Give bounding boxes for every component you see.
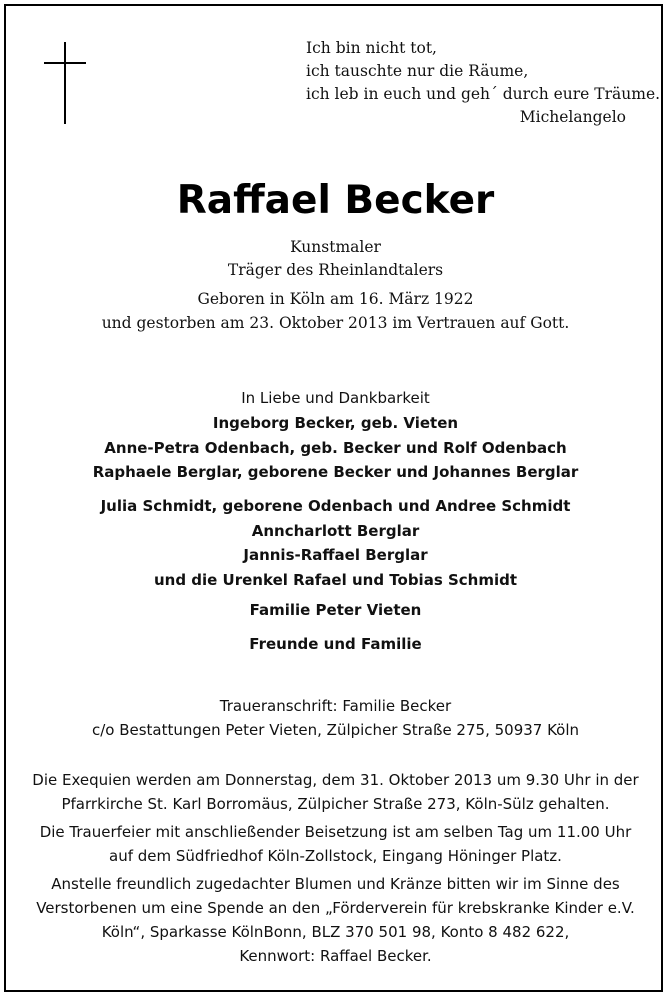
deceased-title: Kunstmaler [290,238,381,256]
death-line: und gestorben am 23. Oktober 2013 im Vertrauen auf Gott. [101,314,570,332]
notice-line: auf dem Südfriedhof Köln-Zollstock, Eingang Höninger Platz. [109,847,562,865]
poem-line: ich tauschte nur die Räume, [306,62,529,80]
deceased-titles [0,236,671,282]
life-dates [0,287,671,335]
cross-icon [44,42,88,124]
notice-line: Die Trauerfeier mit anschließender Beisetzung ist am selben Tag um 11.00 Uhr [39,823,632,841]
mourner-line: Jannis-Raffael Berglar [243,546,428,564]
notice-line: Anstelle freundlich zugedachter Blumen und Kränze bitten wir im Sinne des [51,875,620,893]
mourner-line: und die Urenkel Rafael und Tobias Schmidt [153,570,518,589]
mourning-address [0,694,671,742]
notice-line: Die Exequien werden am Donnerstag, dem 31. Oktober 2013 um 9.30 Uhr in der [32,771,639,789]
mourners-intro: In Liebe und Dankbarkeit [241,389,430,407]
mourner-line: Raphaele Berglar, geborene Becker und Johannes Berglar [92,463,579,481]
mourner-line: Ingeborg Becker, geb. Vieten [212,414,459,432]
notice-line: Kennwort: Raffael Becker. [239,947,432,965]
funeral-notice [0,768,671,972]
mourners-group-3: Familie Peter Vieten [249,601,422,619]
mourner-line: Anne-Petra Odenbach, geb. Becker und Rolf Odenbach [104,438,567,457]
deceased-name: Raffael Becker [176,178,495,223]
poem-line: ich leb in euch und geh´ durch eure Träume. [306,85,661,103]
mourner-line: Anncharlott Berglar [251,521,420,540]
exequies-paragraph [0,768,671,816]
notice-line: Köln“, Sparkasse KölnBonn, BLZ 370 501 98, Konto 8 482 622, [101,923,570,941]
address-line: c/o Bestattungen Peter Vieten, Zülpicher Straße 275, 50937 Köln [91,721,580,739]
funeral-paragraph [0,820,671,868]
deceased-title: Träger des Rheinlandtalers [227,261,444,279]
poem-author: Michelangelo [519,108,626,126]
mourner-line: Julia Schmidt, geborene Odenbach und Andree Schmidt [100,497,571,515]
donation-paragraph [0,872,671,968]
poem-quote [306,37,661,129]
mourners-group-2 [0,494,671,592]
address-line: Traueranschrift: Familie Becker [219,697,452,715]
mourners-group-1 [0,411,671,485]
poem-line: Ich bin nicht tot, [306,39,437,57]
notice-line: Verstorbenen um eine Spende an den „Förderverein für krebskranke Kinder e.V. [36,899,635,917]
notice-line: Pfarrkirche St. Karl Borromäus, Zülpicher Straße 273, Köln-Sülz gehalten. [61,795,610,813]
mourners-group-4: Freunde und Familie [249,635,422,653]
birth-line: Geboren in Köln am 16. März 1922 [197,290,474,308]
